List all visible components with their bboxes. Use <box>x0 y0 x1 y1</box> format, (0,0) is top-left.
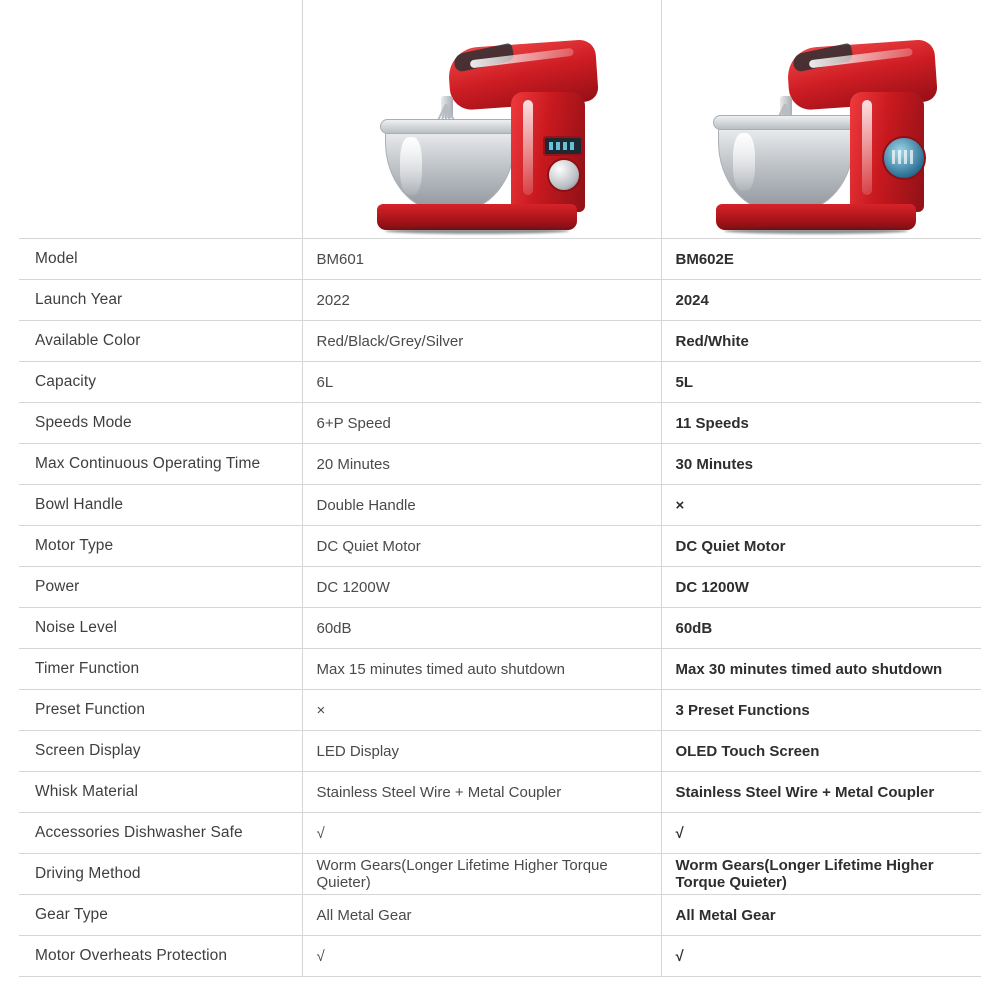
spec-label: Motor Type <box>19 526 302 567</box>
table-row <box>19 649 981 690</box>
spec-label: Screen Display <box>19 731 302 772</box>
mixer-base-icon <box>377 204 577 230</box>
table-row <box>19 280 981 321</box>
product-image-row <box>19 0 981 239</box>
table-row <box>19 403 981 444</box>
spec-value-bm601: Worm Gears(Longer Lifetime Higher Torque Quieter) <box>302 854 661 895</box>
spec-label: Motor Overheats Protection <box>19 936 302 977</box>
spec-value-bm602e: 60dB <box>661 608 981 649</box>
spec-label: Whisk Material <box>19 772 302 813</box>
spec-value-bm602e: 30 Minutes <box>661 444 981 485</box>
spec-label: Preset Function <box>19 690 302 731</box>
spec-value-bm601: DC 1200W <box>302 567 661 608</box>
spec-label: Available Color <box>19 321 302 362</box>
table-body <box>19 0 981 977</box>
spec-label: Gear Type <box>19 895 302 936</box>
spec-value-bm602e: 11 Speeds <box>661 403 981 444</box>
table-row <box>19 690 981 731</box>
spec-label: Max Continuous Operating Time <box>19 444 302 485</box>
product-image-cell-b <box>661 0 981 239</box>
spec-value-bm601: Double Handle <box>302 485 661 526</box>
table-row <box>19 485 981 526</box>
spec-value-bm602e: × <box>661 485 981 526</box>
stand-mixer-bm601-image <box>303 0 661 238</box>
mixing-bowl-icon <box>718 120 854 212</box>
spec-value-bm602e: √ <box>661 936 981 977</box>
spec-value-bm601: All Metal Gear <box>302 895 661 936</box>
table-row <box>19 526 981 567</box>
mixer-base-icon <box>716 204 916 230</box>
spec-label: Noise Level <box>19 608 302 649</box>
spec-value-bm601: 6+P Speed <box>302 403 661 444</box>
mixer-illustration-a <box>357 23 607 238</box>
table-row <box>19 936 981 977</box>
spec-value-bm602e: DC 1200W <box>661 567 981 608</box>
spec-value-bm602e: 5L <box>661 362 981 403</box>
spec-label: Timer Function <box>19 649 302 690</box>
table-row <box>19 813 981 854</box>
spec-value-bm601: BM601 <box>302 239 661 280</box>
spec-value-bm601: √ <box>302 813 661 854</box>
product-image-cell-a <box>302 0 661 239</box>
mixer-illustration-b <box>696 23 946 238</box>
table-row <box>19 772 981 813</box>
speed-knob-icon <box>547 158 581 192</box>
spec-value-bm601: Stainless Steel Wire + Metal Coupler <box>302 772 661 813</box>
spec-value-bm601: × <box>302 690 661 731</box>
spec-value-bm601: √ <box>302 936 661 977</box>
spec-value-bm602e: Worm Gears(Longer Lifetime Higher Torque Quieter) <box>661 854 981 895</box>
spec-value-bm602e: Max 30 minutes timed auto shutdown <box>661 649 981 690</box>
spec-value-bm602e: DC Quiet Motor <box>661 526 981 567</box>
table-row <box>19 567 981 608</box>
spec-value-bm602e: OLED Touch Screen <box>661 731 981 772</box>
table-row <box>19 239 981 280</box>
spec-label: Power <box>19 567 302 608</box>
table-row <box>19 731 981 772</box>
spec-value-bm601: 60dB <box>302 608 661 649</box>
spec-value-bm602e: √ <box>661 813 981 854</box>
stand-mixer-bm602e-image <box>662 0 982 238</box>
table-row <box>19 608 981 649</box>
spec-label: Driving Method <box>19 854 302 895</box>
spec-value-bm601: 2022 <box>302 280 661 321</box>
specification-comparison-table <box>19 0 981 977</box>
spec-value-bm601: LED Display <box>302 731 661 772</box>
oled-touch-screen-icon <box>882 136 926 180</box>
led-display-icon <box>543 136 583 156</box>
spec-value-bm602e: All Metal Gear <box>661 895 981 936</box>
spec-label: Speeds Mode <box>19 403 302 444</box>
table-row <box>19 321 981 362</box>
spec-label: Launch Year <box>19 280 302 321</box>
table-row <box>19 444 981 485</box>
spec-value-bm602e: 2024 <box>661 280 981 321</box>
spec-value-bm601: Red/Black/Grey/Silver <box>302 321 661 362</box>
table-row <box>19 854 981 895</box>
spec-value-bm601: 20 Minutes <box>302 444 661 485</box>
spec-value-bm602e: Red/White <box>661 321 981 362</box>
spec-label: Accessories Dishwasher Safe <box>19 813 302 854</box>
spec-label: Bowl Handle <box>19 485 302 526</box>
spec-value-bm602e: BM602E <box>661 239 981 280</box>
spec-value-bm601: Max 15 minutes timed auto shutdown <box>302 649 661 690</box>
table-row <box>19 895 981 936</box>
spec-value-bm602e: 3 Preset Functions <box>661 690 981 731</box>
image-row-spacer <box>19 0 302 239</box>
spec-value-bm602e: Stainless Steel Wire + Metal Coupler <box>661 772 981 813</box>
spec-label: Model <box>19 239 302 280</box>
spec-label: Capacity <box>19 362 302 403</box>
spec-value-bm601: 6L <box>302 362 661 403</box>
table-row <box>19 362 981 403</box>
mixing-bowl-icon <box>385 124 515 212</box>
spec-value-bm601: DC Quiet Motor <box>302 526 661 567</box>
